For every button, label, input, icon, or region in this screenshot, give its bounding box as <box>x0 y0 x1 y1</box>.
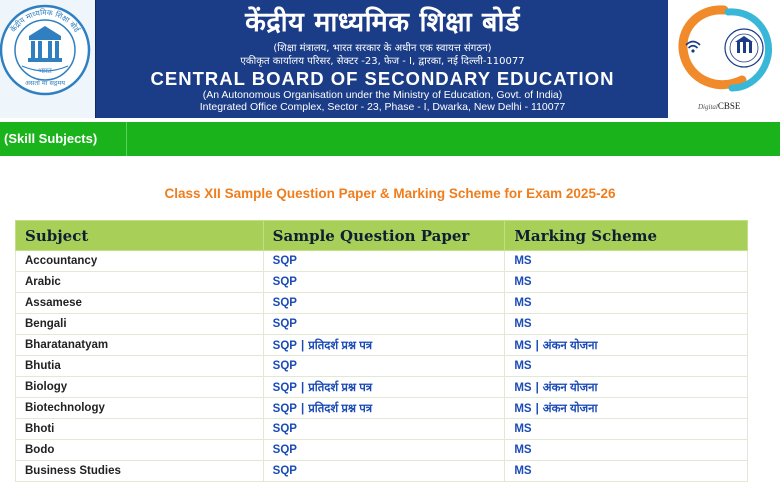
ms-link[interactable]: MS <box>514 360 532 372</box>
link-separator: | <box>535 381 539 394</box>
sqp-table <box>15 220 748 482</box>
sqp-hindi-link[interactable]: प्रतिदर्श प्रश्न पत्र <box>308 339 373 352</box>
sqp-cell <box>263 272 505 293</box>
table-row <box>16 335 748 356</box>
ms-hindi-link[interactable]: अंकन योजना <box>542 381 598 394</box>
sqp-link[interactable]: SQP <box>272 276 297 288</box>
sqp-link[interactable]: SQP <box>272 381 297 394</box>
subject-name: Biotechnology <box>16 398 264 419</box>
ms-cell <box>505 377 748 398</box>
ms-cell <box>505 314 748 335</box>
sqp-cell <box>263 293 505 314</box>
hindi-board-name: केंद्रीय माध्यमिक शिक्षा बोर्ड <box>245 7 520 38</box>
link-separator: | <box>300 339 305 352</box>
sqp-cell <box>263 356 505 377</box>
subject-name: Arabic <box>16 272 264 293</box>
sqp-cell <box>263 461 505 482</box>
sqp-cell <box>263 398 505 419</box>
subject-name: Bhutia <box>16 356 264 377</box>
subject-name: Bhoti <box>16 419 264 440</box>
link-separator: | <box>535 402 539 415</box>
ms-cell <box>505 356 748 377</box>
sqp-hindi-link[interactable]: प्रतिदर्श प्रश्न पत्र <box>308 402 373 415</box>
ms-cell <box>505 398 748 419</box>
ms-cell <box>505 251 748 272</box>
ms-link[interactable]: MS <box>514 465 532 477</box>
table-row <box>16 419 748 440</box>
nav-divider <box>126 122 127 156</box>
ms-cell <box>505 419 748 440</box>
ms-cell <box>505 293 748 314</box>
cbse-seal-logo[interactable] <box>0 0 95 118</box>
link-separator: | <box>300 402 305 415</box>
ms-hindi-link[interactable]: अंकन योजना <box>542 402 598 415</box>
sqp-cell <box>263 335 505 356</box>
header-banner <box>95 0 669 118</box>
table-row <box>16 377 748 398</box>
page-title: Class XII Sample Question Paper & Marking Scheme for Exam 2025-26 <box>164 186 616 201</box>
ms-link[interactable]: MS <box>514 402 532 415</box>
subject-name: Bodo <box>16 440 264 461</box>
subject-name: Accountancy <box>16 251 264 272</box>
sqp-link[interactable]: SQP <box>272 444 297 456</box>
english-subtitle: (An Autonomous Organisation under the Ministry of Education, Govt. of India) <box>202 89 563 101</box>
svg-text:असतो मा सद्गमय: असतो मा सद्गमय <box>25 79 65 87</box>
ms-cell <box>505 335 748 356</box>
table-row <box>16 356 748 377</box>
nav-bar <box>0 122 780 156</box>
ms-link[interactable]: MS <box>514 318 532 330</box>
ms-cell <box>505 461 748 482</box>
table-row <box>16 272 748 293</box>
ms-link[interactable]: MS <box>514 381 532 394</box>
hindi-subtitle: (शिक्षा मंत्रालय, भारत सरकार के अधीन एक स्वायत्त संगठन) <box>273 43 492 54</box>
ms-link[interactable]: MS <box>514 339 532 352</box>
sqp-cell <box>263 251 505 272</box>
sqp-cell <box>263 419 505 440</box>
cbse-seal-icon <box>0 0 95 118</box>
subject-name: Bharatanatyam <box>16 335 264 356</box>
ms-hindi-link[interactable]: अंकन योजना <box>542 339 598 352</box>
ms-link[interactable]: MS <box>514 255 532 267</box>
digital-cbse-icon <box>668 0 780 100</box>
subject-name: Biology <box>16 377 264 398</box>
ms-cell <box>505 272 748 293</box>
table-row <box>16 461 748 482</box>
ms-cell <box>505 440 748 461</box>
table-row <box>16 440 748 461</box>
subject-name: Bengali <box>16 314 264 335</box>
digital-cbse-caption: DigitalCBSE <box>698 101 741 111</box>
table-row <box>16 314 748 335</box>
svg-text:केंद्रीय माध्यमिक शिक्षा बोर्ड: केंद्रीय माध्यमिक शिक्षा बोर्ड <box>8 7 82 34</box>
ms-link[interactable]: MS <box>514 423 532 435</box>
english-board-name: CENTRAL BOARD OF SECONDARY EDUCATION <box>150 68 615 89</box>
table-header-row <box>16 221 748 251</box>
ms-link[interactable]: MS <box>514 276 532 288</box>
hindi-address: एकीकृत कार्यालय परिसर, सेक्टर -23, फेज - I, द्वारका, नई दिल्ली-110077 <box>240 56 525 67</box>
subject-name: Business Studies <box>16 461 264 482</box>
header-marking-scheme: Marking Scheme <box>505 221 748 251</box>
english-address: Integrated Office Complex, Sector - 23, Phase - I, Dwarka, New Delhi - 110077 <box>199 101 566 113</box>
ms-link[interactable]: MS <box>514 297 532 309</box>
sqp-link[interactable]: SQP <box>272 423 297 435</box>
sqp-link[interactable]: SQP <box>272 318 297 330</box>
sqp-link[interactable]: SQP <box>272 402 297 415</box>
sqp-link[interactable]: SQP <box>272 465 297 477</box>
link-separator: | <box>535 339 539 352</box>
link-separator: | <box>300 381 305 394</box>
table-row <box>16 398 748 419</box>
sqp-hindi-link[interactable]: प्रतिदर्श प्रश्न पत्र <box>308 381 373 394</box>
header-subject: Subject <box>16 221 264 251</box>
table-row <box>16 251 748 272</box>
sqp-link[interactable]: SQP <box>272 339 297 352</box>
svg-text:भारत: भारत <box>38 67 52 75</box>
header-sample-question-paper: Sample Question Paper <box>263 221 505 251</box>
site-header <box>0 0 780 122</box>
subject-name: Assamese <box>16 293 264 314</box>
sqp-link[interactable]: SQP <box>272 255 297 267</box>
sqp-cell <box>263 314 505 335</box>
sqp-cell <box>263 377 505 398</box>
skill-subjects-link[interactable]: (Skill Subjects) <box>4 131 98 146</box>
table-row <box>16 293 748 314</box>
sqp-link[interactable]: SQP <box>272 360 297 372</box>
sqp-link[interactable]: SQP <box>272 297 297 309</box>
sqp-cell <box>263 440 505 461</box>
ms-link[interactable]: MS <box>514 444 532 456</box>
